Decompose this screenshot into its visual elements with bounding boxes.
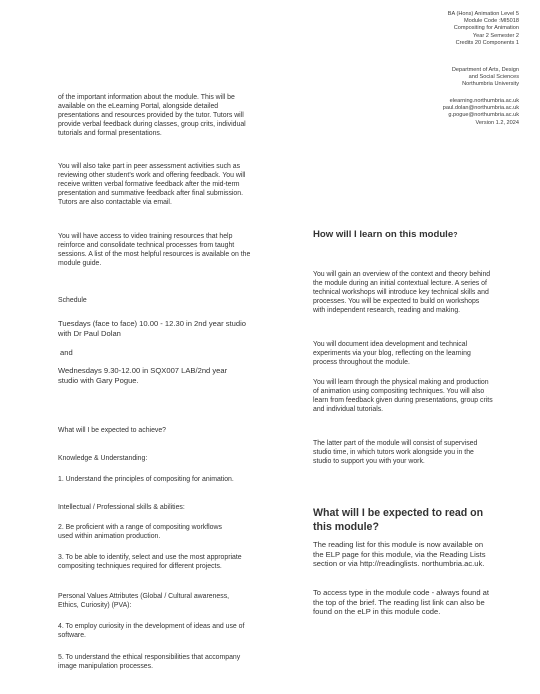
elearning-link[interactable]: elearning.northumbria.ac.uk: [449, 98, 519, 104]
schedule-label: Schedule: [58, 297, 87, 304]
video-resources-paragraph: You will have access to video training resources that help reinforce and consolidate technical processes from taught sessions. A list of the most helpful resources is available on the module guide.: [58, 233, 251, 268]
achieve-heading: What will I be expected to achieve?: [58, 427, 167, 434]
knowledge-heading: Knowledge & Understanding:: [58, 455, 148, 462]
department-info: [452, 67, 519, 89]
feedback-paragraph: of the important information about the module. This will be available on the eLearning Portal, alongside detailed presentations and resources provided by the tutor. Tutors will provide verbal feedback during classes, group crits, individual tutorials and formal presentations.: [58, 94, 246, 138]
module-title: Compositing for Animation: [453, 25, 519, 32]
learn-heading-text: How will I learn on this module: [313, 229, 454, 240]
skills-heading: Intellectual / Professional skills & abilities:: [58, 504, 185, 511]
module-code: Module Code :MI5018: [463, 18, 519, 25]
learn-paragraph-1: You will gain an overview of the context and theory behind the module during an initial contextual lecture. A series of technical workshops will introduce key technical skills and processes. You will be expected to build on workshops with independent research, reading and making.: [313, 271, 491, 315]
contact-info: [443, 98, 519, 127]
learn-paragraph-3: You will learn through the physical making and production of animation using compositing techniques. You will also learn from feedback given during presentations, group crits and individual tutorials.: [313, 379, 493, 414]
department-line-3: Northumbria University: [462, 81, 519, 88]
schedule-and: and: [60, 348, 73, 357]
learn-heading-mark: ?: [453, 232, 458, 239]
outcome-3: 3. To be able to identify, select and use the most appropriate compositing techniques required for different projects.: [58, 554, 242, 571]
module-year-semester: Year 2 Semester 2: [472, 32, 519, 39]
outcome-4: 4. To employ curiosity in the development of ideas and use of software.: [58, 623, 245, 640]
version-label: Version 1.2, 2024: [475, 119, 519, 126]
department-line-1: Department of Arts, Design: [451, 67, 519, 73]
read-heading: What will I be expected to read on this module?: [313, 507, 484, 533]
module-level: BA (Hons) Animation Level 5: [447, 11, 519, 17]
peer-assessment-paragraph: You will also take part in peer assessment activities such as reviewing other student’s work and offering feedback. You will receive written verbal formative feedback after the mid-term presentation and summative feedback after final submission. Tutors are also contactable via email.: [58, 163, 246, 207]
schedule-wednesday: Wednesdays 9.30-12.00 in SQX007 LAB/2nd year studio with Gary Pogue.: [58, 366, 228, 385]
outcome-1: 1. Understand the principles of compositing for animation.: [58, 476, 234, 483]
module-info: [448, 11, 519, 47]
schedule-tuesday: Tuesdays (face to face) 10.00 - 12.30 in 2nd year studio with Dr Paul Dolan: [58, 319, 246, 338]
learn-paragraph-2: You will document idea development and technical experiments via your blog, reflecting on the learning process throughout the module.: [313, 341, 471, 367]
outcome-5: 5. To understand the ethical responsibilities that accompany image manipulation processes.: [58, 654, 241, 671]
values-heading: Personal Values Attributes (Global / Cultural awareness, Ethics, Curiosity) (PVA):: [58, 593, 230, 610]
department-line-2: and Social Sciences: [468, 74, 519, 81]
learn-paragraph-4: The latter part of the module will consist of supervised studio time, in which tutors work alongside you in the studio to support you with your work.: [313, 440, 478, 466]
learn-heading: [313, 229, 457, 242]
read-paragraph-2: To access type in the module code - always found at the top of the brief. The reading list link can also be found on the eLP in this module code.: [313, 588, 490, 617]
read-paragraph-1: The reading list for this module is now available on the ELP page for this module, via the Reading Lists section or via http://readinglists. northumbria.ac.uk.: [313, 540, 486, 569]
module-credits: Credits 20 Components 1: [455, 39, 519, 46]
email-gary-pogue[interactable]: g.pogue@northumbria.ac.uk: [448, 112, 519, 119]
outcome-2: 2. Be proficient with a range of compositing workflows used within animation production.: [58, 524, 222, 541]
email-paul-dolan[interactable]: paul.dolan@northumbria.ac.uk: [442, 105, 519, 112]
